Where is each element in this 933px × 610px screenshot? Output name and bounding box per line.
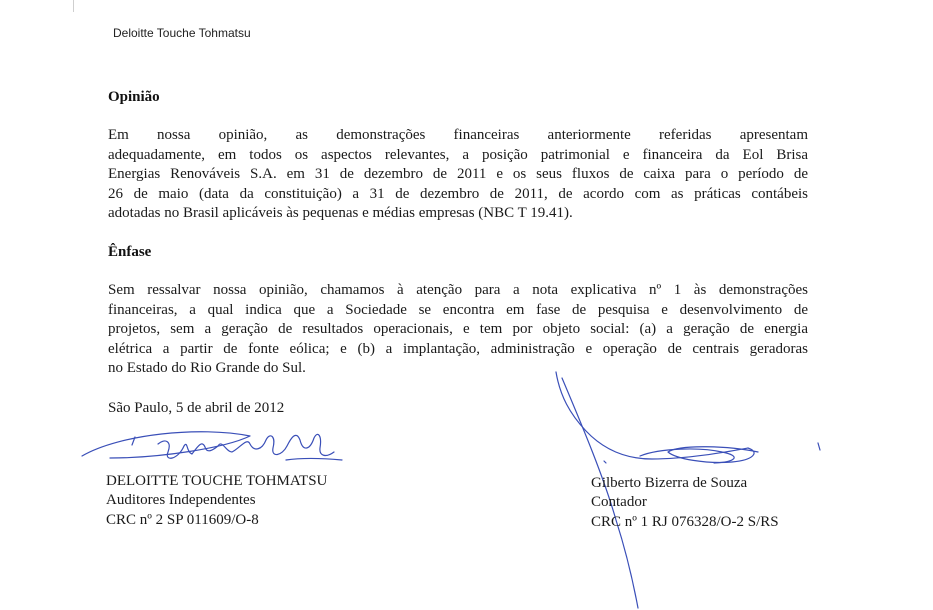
opinion-line: 26 de maio (data da constituição) a 31 de dezembro de 2011, de acordo com as práticas contábeis: [108, 185, 808, 202]
opinion-heading: Opinião: [108, 89, 160, 105]
auditor-signature-underline: [82, 432, 250, 458]
emphasis-line: Sem ressalvar nossa opinião, chamamos à atenção para a nota explicativa nº 1 às demonstrações: [108, 282, 808, 298]
accountant-signature-stroke: [556, 372, 758, 462]
accountant-name: Gilberto Bizerra de Souza: [591, 475, 748, 491]
auditor-role: Auditores Independentes: [106, 492, 256, 508]
accountant-role: Contador: [591, 494, 647, 510]
header-firm-name: Deloitte Touche Tohmatsu: [113, 26, 251, 40]
opinion-line: adotadas no Brasil aplicáveis às pequenas e médias empresas (NBC T 19.41).: [108, 205, 573, 221]
emphasis-line: projetos, sem a geração de resultados operacionais, e tem por objeto social: (a) a geração de energia: [108, 321, 808, 337]
auditor-crc: CRC nº 2 SP 011609/O-8: [106, 512, 259, 528]
emphasis-line: financeiras, a qual indica que a Sociedade se encontra em fase de pesquisa e desenvolvimento de: [108, 301, 808, 318]
date-place: São Paulo, 5 de abril de 2012: [108, 400, 285, 416]
opinion-line: Em nossa opinião, as demonstrações financeiras anteriormente referidas apresentam: [108, 127, 808, 143]
auditor-name: DELOITTE TOUCHE TOHMATSU: [106, 473, 328, 489]
opinion-line: adequadamente, em todos os aspectos relevantes, a posição patrimonial e financeira da Eol Brisa: [108, 146, 808, 163]
auditor-signature: [132, 434, 342, 460]
accountant-signature-mark: [818, 443, 820, 450]
accountant-signature-dot: [604, 461, 606, 463]
emphasis-line: elétrica a partir de fonte eólica; e (b) a implantação, administração e operação de centrais geradoras: [108, 340, 808, 357]
emphasis-heading: Ênfase: [108, 244, 152, 260]
accountant-crc: CRC nº 1 RJ 076328/O-2 S/RS: [591, 514, 779, 530]
accountant-signature-loop: [640, 449, 734, 463]
opinion-line: Energias Renováveis S.A. em 31 de dezembro de 2011 e os seus fluxos de caixa para o período de: [108, 166, 808, 182]
emphasis-line: no Estado do Rio Grande do Sul.: [108, 360, 306, 376]
